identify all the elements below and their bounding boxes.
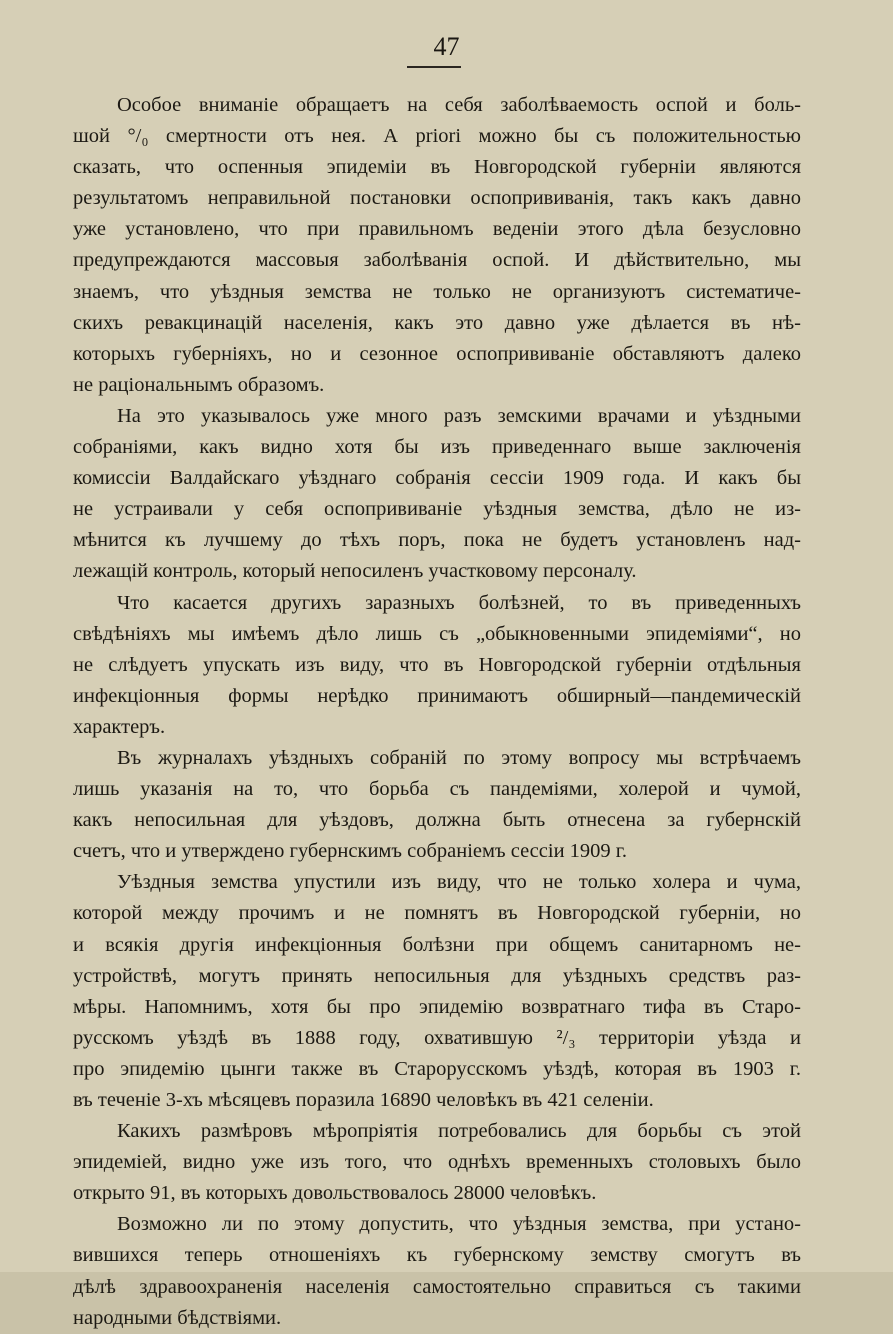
text-line: лежащій контроль, который непосиленъ участковому персоналу. [73,560,637,583]
paragraph [73,588,801,743]
text-line: шой °/₀ смертности отъ нея. А priori можно бы съ положительностью [73,125,801,148]
page-number-rule [407,66,461,68]
text-line: счетъ, что и утверждено губернскимъ собраніемъ сессіи 1909 г. [73,840,628,863]
text-line: Въ журналахъ уѣздныхъ собраній по этому вопросу мы встрѣчаемъ [117,746,801,769]
text-line: инфекціонныя формы нерѣдко принимаютъ обширный—пандемическій [73,684,801,707]
paragraph [73,1116,801,1209]
text-line: эпидеміей, видно уже изъ того, что однѣхъ временныхъ столовыхъ было [73,1151,801,1174]
text-line: мѣры. Напомнимъ, хотя бы про эпидемію возвратнаго тифа въ Старо- [73,995,801,1018]
text-line: лишь указанія на то, что борьба съ пандеміями, холерой и чумой, [73,778,801,801]
text-line: результатомъ неправильной постановки оспопрививанія, такъ какъ давно [73,187,801,210]
text-line: не раціональнымъ образомъ. [73,373,325,396]
paragraph [73,1209,801,1333]
text-line: предупреждаются массовыя заболѣванія оспой. И дѣйствительно, мы [73,249,801,272]
text-line: свѣдѣніяхъ мы имѣемъ дѣло лишь съ „обыкновенными эпидеміями“, но [73,622,801,645]
text-line: На это указывалось уже много разъ земскими врачами и уѣздными [117,404,801,427]
text-line: вившихся теперь отношеніяхъ къ губернскому земству смогутъ въ [73,1244,801,1267]
text-line: Что касается другихъ заразныхъ болѣзней, то въ приведенныхъ [117,591,801,614]
text-line: знаемъ, что уѣздныя земства не только не организуютъ систематиче- [73,280,801,303]
text-line: характеръ. [73,715,166,738]
text-line: которыхъ губерніяхъ, но и сезонное оспопрививаніе обставляютъ далеко [73,342,801,365]
text-line: про эпидемію цынги также въ Старорусскомъ уѣздѣ, которая въ 1903 г. [73,1057,801,1080]
text-line: собраніями, какъ видно хотя бы изъ приведеннаго выше заключенія [73,436,801,459]
text-line: дѣлѣ здравоохраненія населенія самостоятельно справиться съ такими [73,1275,801,1298]
text-line: въ теченіе 3-хъ мѣсяцевъ поразила 16890 человѣкъ въ 421 селеніи. [73,1089,654,1111]
text-line: и всякія другія инфекціонныя болѣзни при общемъ санитарномъ не- [73,933,801,956]
text-line: русскомъ уѣздѣ въ 1888 году, охватившую ²/₃ территоріи уѣзда и [73,1026,801,1049]
text-line: сказать, что оспенныя эпидеміи въ Новгородской губерніи являются [73,156,801,179]
text-line: скихъ ревакцинацій населенія, какъ это давно уже дѣлается въ нѣ- [73,311,801,334]
text-line: Уѣздныя земства упустили изъ виду, что не только холера и чума, [117,871,801,894]
text-line: не устраивали у себя оспопрививаніе уѣздныя земства, дѣло не из- [73,498,801,521]
page-number: 47 [433,32,460,61]
paragraph [73,867,801,1116]
paragraph [73,90,801,401]
text-line: которой между прочимъ и не помнятъ въ Новгородской губерніи, но [73,902,801,925]
text-line: открыто 91, въ которыхъ довольствовалось 28000 человѣкъ. [73,1182,597,1205]
text-line: народными бѣдствіями. [73,1306,282,1329]
text-line: не слѣдуетъ упускать изъ виду, что въ Новгородской губерніи отдѣльныя [73,653,801,676]
text-line: комиссіи Валдайскаго уѣзднаго собранія сессіи 1909 года. И какъ бы [73,467,801,490]
text-line: Какихъ размѣровъ мѣропріятія потребовались для борьбы съ этой [117,1120,801,1143]
text-line: устройствѣ, могутъ принять непосильныя для уѣздныхъ средствъ раз- [73,964,801,987]
text-line: уже установлено, что при правильномъ веденіи этого дѣла безусловно [73,218,801,241]
body-text [73,90,801,1334]
text-line: Особое вниманіе обращаетъ на себя заболѣваемость оспой и боль- [117,94,801,116]
text-line: Возможно ли по этому допустить, что уѣздныя земства, при устано- [117,1213,801,1236]
text-line: какъ непосильная для уѣздовъ, должна быть отнесена за губернскій [73,809,801,832]
paragraph [73,743,801,867]
paragraph [73,401,801,588]
text-line: мѣнится къ лучшему до тѣхъ поръ, пока не будетъ установленъ над- [73,529,801,552]
